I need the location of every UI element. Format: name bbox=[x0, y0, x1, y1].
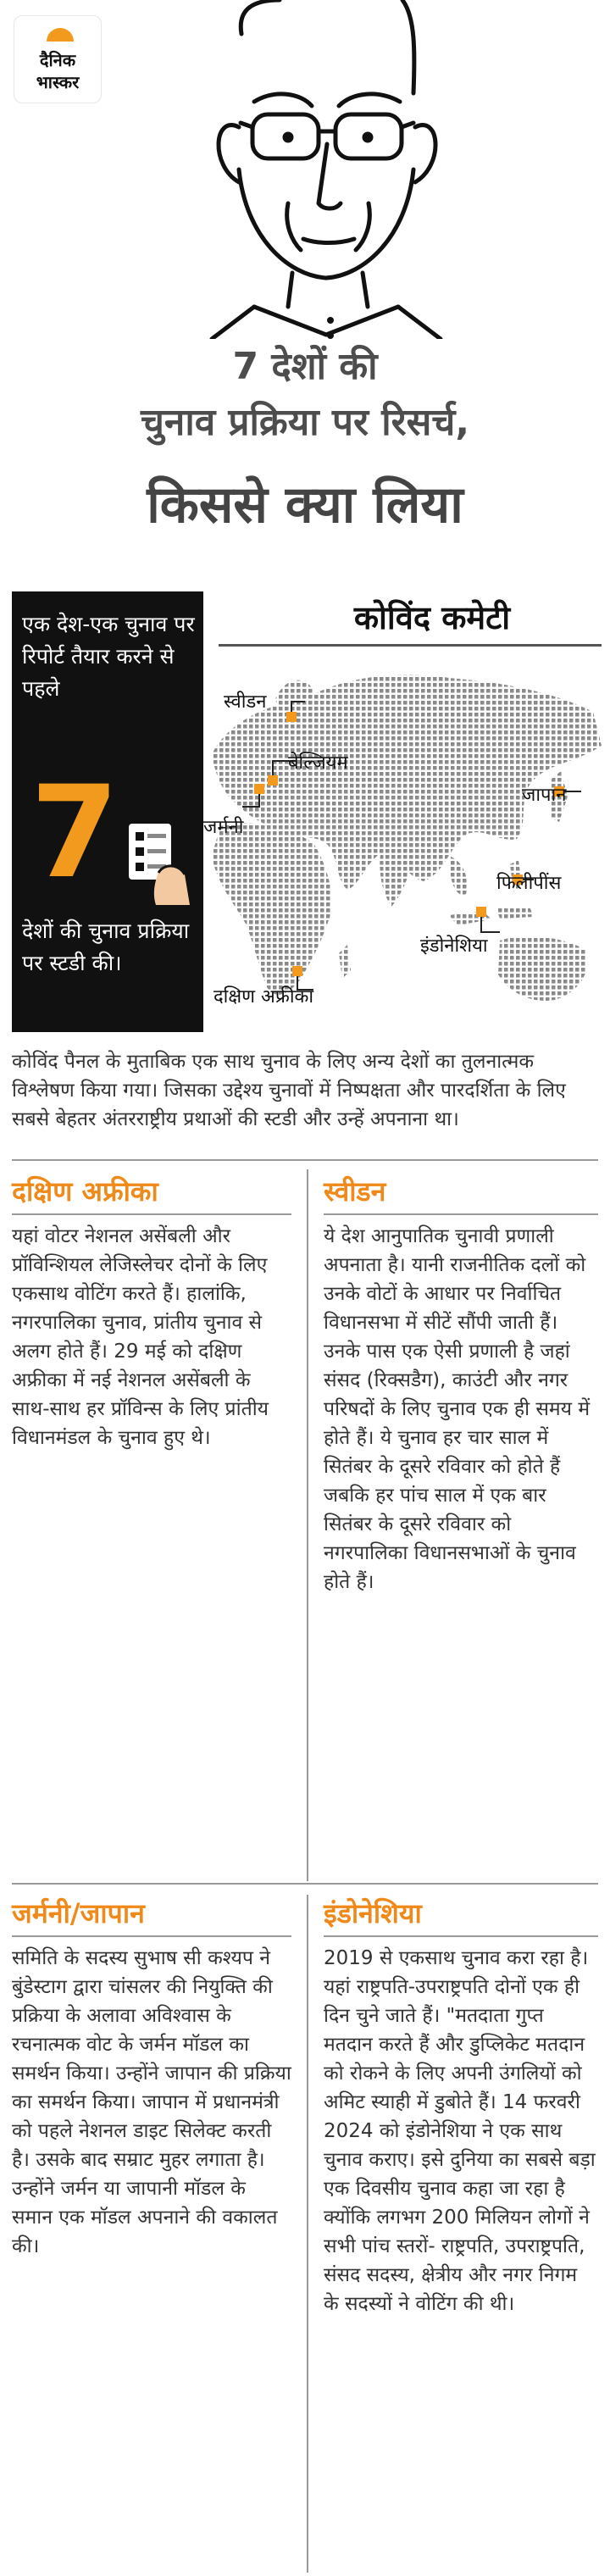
card-intro-text: एक देश-एक चुनाव पर रिपोर्ट तैयार करने से पहले bbox=[22, 612, 195, 701]
section-body-germany-japan: समिति के सदस्य सुभाष सी कश्यप ने बुंडेस्टाग द्वारा चांसलर की नियुक्ति की प्रक्रिया के अलावा अविश्वास के रचनात्मक वोट के जर्मन मॉडल का समर्थन किया। उन्होंने जापान की प्रक्रिया का समर्थन किया। जापान में प्रधानमंत्री को पहले नेशनल डाइट सिलेक्ट करती है। उसके बाद सम्राट मुहर लगाता है। उन्होंने जर्मन या जापानी मॉडल के समान एक मॉडल अपनाने की वकालत की। bbox=[12, 1947, 291, 2257]
card-outro-text: देशों की चुनाव प्रक्रिया पर स्टडी की। bbox=[22, 919, 190, 975]
map-label-japan: जापान bbox=[522, 785, 567, 806]
marker-germany bbox=[268, 775, 278, 786]
section-body-indonesia: 2019 से एकसाथ चुनाव करा रहा है। यहां राष्ट्रपति-उपराष्ट्रपति दोनों एक ही दिन चुने जाते हैं। "मतदाता गुप्त मतदान करते हैं और डुप्लिकेट मतदान को रोकने के लिए अपनी उंगलियों को अमिट स्याही में डुबोते हैं। 14 फरवरी 2024 को इंडोनेशिया ने एक साथ चुनाव कराए। इसे दुनिया का सबसे बड़ा एक दिवसीय चुनाव कहा जा रहा है क्योंकि लगभग 200 मिलियन लोगों ने सभी पांच स्तरों- राष्ट्रपति, उपराष्ट्रपति, संसद सदस्य, क्षेत्रीय और नगर निगम के सदस्यों ने वोटिंग की थी। bbox=[324, 1947, 596, 2315]
map-label-sweden: स्वीडन bbox=[224, 691, 267, 713]
section-rule-germany-japan bbox=[12, 1935, 291, 1937]
marker-indonesia bbox=[476, 907, 486, 917]
sun-logo-icon bbox=[45, 23, 75, 42]
marker-sweden bbox=[286, 712, 297, 722]
map-label-philippines: फिलीपींस bbox=[496, 873, 562, 894]
brand-line-2: भास्कर bbox=[36, 72, 80, 92]
ballot-hand-icon bbox=[112, 813, 197, 907]
section-rule-south-africa bbox=[12, 1213, 291, 1215]
section-body-south-africa: यहां वोटर नेशनल असेंबली और प्रॉविन्शियल लेजिस्लेचर दोनों के लिए एकसाथ वोटिंग करते हैं। हालांकि, नगरपालिका चुनाव, प्रांतीय चुनाव से अलग होते हैं। 29 मई को दक्षिण अफ्रीका में नई नेशनल असेंबली के साथ-साथ हर प्रॉविन्स के लिए प्रांतीय विधानमंडल के चुनाव हुए थे। bbox=[12, 1225, 269, 1449]
headline-line-1: 7 देशों की bbox=[232, 345, 378, 388]
section-divider-middle bbox=[12, 1883, 598, 1885]
headline-line-2: चुनाव प्रक्रिया पर रिसर्च, bbox=[140, 401, 470, 444]
card-big-number: 7 bbox=[30, 759, 119, 907]
section-rule-sweden bbox=[324, 1213, 598, 1215]
column-divider-lower bbox=[307, 1895, 308, 2573]
section-rule-indonesia bbox=[324, 1935, 598, 1937]
committee-title: कोविंद कमेटी bbox=[353, 599, 511, 636]
map-label-belgium: बेल्जियम bbox=[288, 752, 348, 774]
column-divider-upper bbox=[307, 1169, 308, 1881]
marker-belgium bbox=[254, 784, 264, 794]
intro-paragraph: कोविंद पैनल के मुताबिक एक साथ चुनाव के लिए अन्य देशों का तुलनात्मक विश्लेषण किया गया। जिसका उद्देश्य चुनावों में निष्पक्षता और पारदर्शिता के लिए सबसे बेहतर अंतरराष्ट्रीय प्रथाओं की स्टडी और उन्हें अपनाना था। bbox=[12, 1051, 566, 1130]
summary-card bbox=[12, 591, 203, 1032]
committee-title-rule bbox=[219, 644, 602, 647]
section-title-indonesia: इंडोनेशिया bbox=[324, 1897, 422, 1929]
section-title-germany-japan: जर्मनी/जापान bbox=[12, 1897, 145, 1929]
section-body-sweden: ये देश आनुपातिक चुनावी प्रणाली अपनाता है। यानी राजनीतिक दलों को उनके वोटों के आधार पर निर्वाचित विधानसभा में सीटें सौंपी जाती हैं। उनके पास एक ऐसी प्रणाली है जहां संसद (रिक्सडैग), काउंटी और नगर परिषदों के लिए चुनाव एक ही समय में होते हैं। ये चुनाव हर चार साल में सितंबर के दूसरे रविवार को होते हैं जबकि हर पांच साल में एक बार सितंबर के दूसरे रविवार को नगरपालिका विधानसभाओं के चुनाव होते हैं। bbox=[324, 1225, 591, 1593]
map-label-south-africa: दक्षिण अफ्रीका bbox=[214, 986, 314, 1008]
brand-line-1: दैनिक bbox=[39, 50, 76, 70]
marker-south-africa bbox=[292, 966, 302, 976]
map-label-indonesia: इंडोनेशिया bbox=[420, 935, 488, 957]
headline-line-3: किससे क्या लिया bbox=[147, 475, 463, 535]
map-label-germany: जर्मनी bbox=[203, 817, 244, 838]
brand-logo bbox=[14, 15, 102, 103]
section-title-south-africa: दक्षिण अफ्रीका bbox=[12, 1175, 158, 1208]
portrait-illustration bbox=[161, 0, 483, 339]
section-divider-top bbox=[12, 1159, 598, 1161]
section-title-sweden: स्वीडन bbox=[324, 1175, 386, 1208]
